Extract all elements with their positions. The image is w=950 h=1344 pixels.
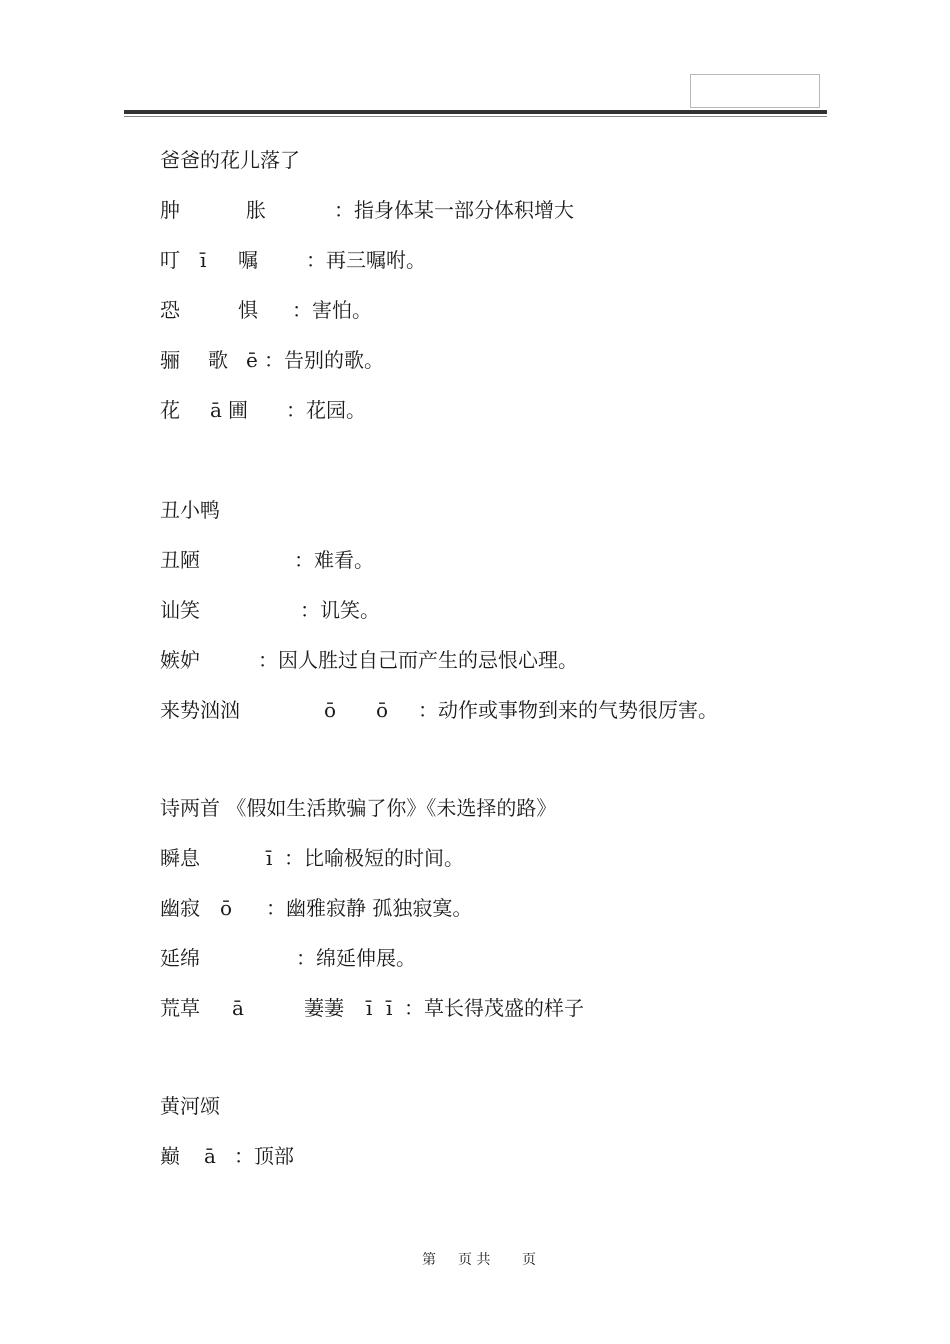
vocab-term: 幽寂 [160,896,200,920]
vocab-pinyin: ō [324,698,337,722]
vocab-pinyin: ā [232,996,244,1020]
footer-page-mid: 页 共 [458,1252,491,1268]
vocab-pinyin: ī [366,996,373,1020]
vocab-term: 巅 [160,1144,180,1168]
vocab-pinyin: ō [376,698,389,722]
vocab-term: 嫉妒 [160,648,200,672]
vocab-term: 瞬息 [160,846,200,870]
vocab-pinyin: ī [200,248,207,272]
header-rule-thin [124,116,827,117]
vocab-term: 嘱 [238,248,258,272]
vocab-definition: ：因人胜过自己而产生的忌恨心理。 [258,648,578,672]
vocab-definition: ：花园。 [286,398,366,422]
vocab-definition: ：幽雅寂静 孤独寂寞。 [266,896,473,920]
vocab-pinyin: ī [386,996,393,1020]
vocab-term: 胀 [246,198,266,222]
vocab-pinyin: ā [210,398,222,422]
vocab-term: 丑陋 [160,548,200,572]
vocab-definition: ：再三嘱咐。 [306,248,426,272]
header-rule [124,110,827,114]
vocab-pinyin: ō [220,896,233,920]
vocab-definition: ：难看。 [294,548,374,572]
vocab-definition: ：顶部 [234,1144,294,1168]
vocab-definition: ：指身体某一部分体积增大 [334,198,574,222]
vocab-term: 歌 [208,348,228,372]
footer-page-label: 第 [422,1252,436,1268]
vocab-term: 惧 [238,298,258,322]
vocab-term: 恐 [160,298,180,322]
vocab-definition: ：比喻极短的时间。 [284,846,464,870]
vocab-pinyin: ē [246,348,258,372]
vocab-pinyin: ī [266,846,273,870]
header-box [690,74,820,108]
vocab-definition: ：讥笑。 [300,598,380,622]
vocab-pinyin: ā [204,1144,216,1168]
vocab-term: 骊 [160,348,180,372]
vocab-term: 圃 [228,398,248,422]
vocab-term: 萋萋 [304,996,344,1020]
vocab-term: 肿 [160,198,180,222]
vocab-definition: ：动作或事物到来的气势很厉害。 [418,698,718,722]
vocab-term: 叮 [160,248,180,272]
vocab-definition: ：害怕。 [292,298,372,322]
vocab-definition: ：绵延伸展。 [296,946,416,970]
footer-page-end: 页 [522,1252,536,1268]
vocab-term: 延绵 [160,946,200,970]
vocab-term: 花 [160,398,180,422]
vocab-term: 讪笑 [160,598,200,622]
vocab-term: 来势汹汹 [160,698,240,722]
vocab-definition: ：告别的歌。 [264,348,384,372]
vocab-term: 荒草 [160,996,200,1020]
vocab-definition: ：草长得茂盛的样子 [404,996,584,1020]
